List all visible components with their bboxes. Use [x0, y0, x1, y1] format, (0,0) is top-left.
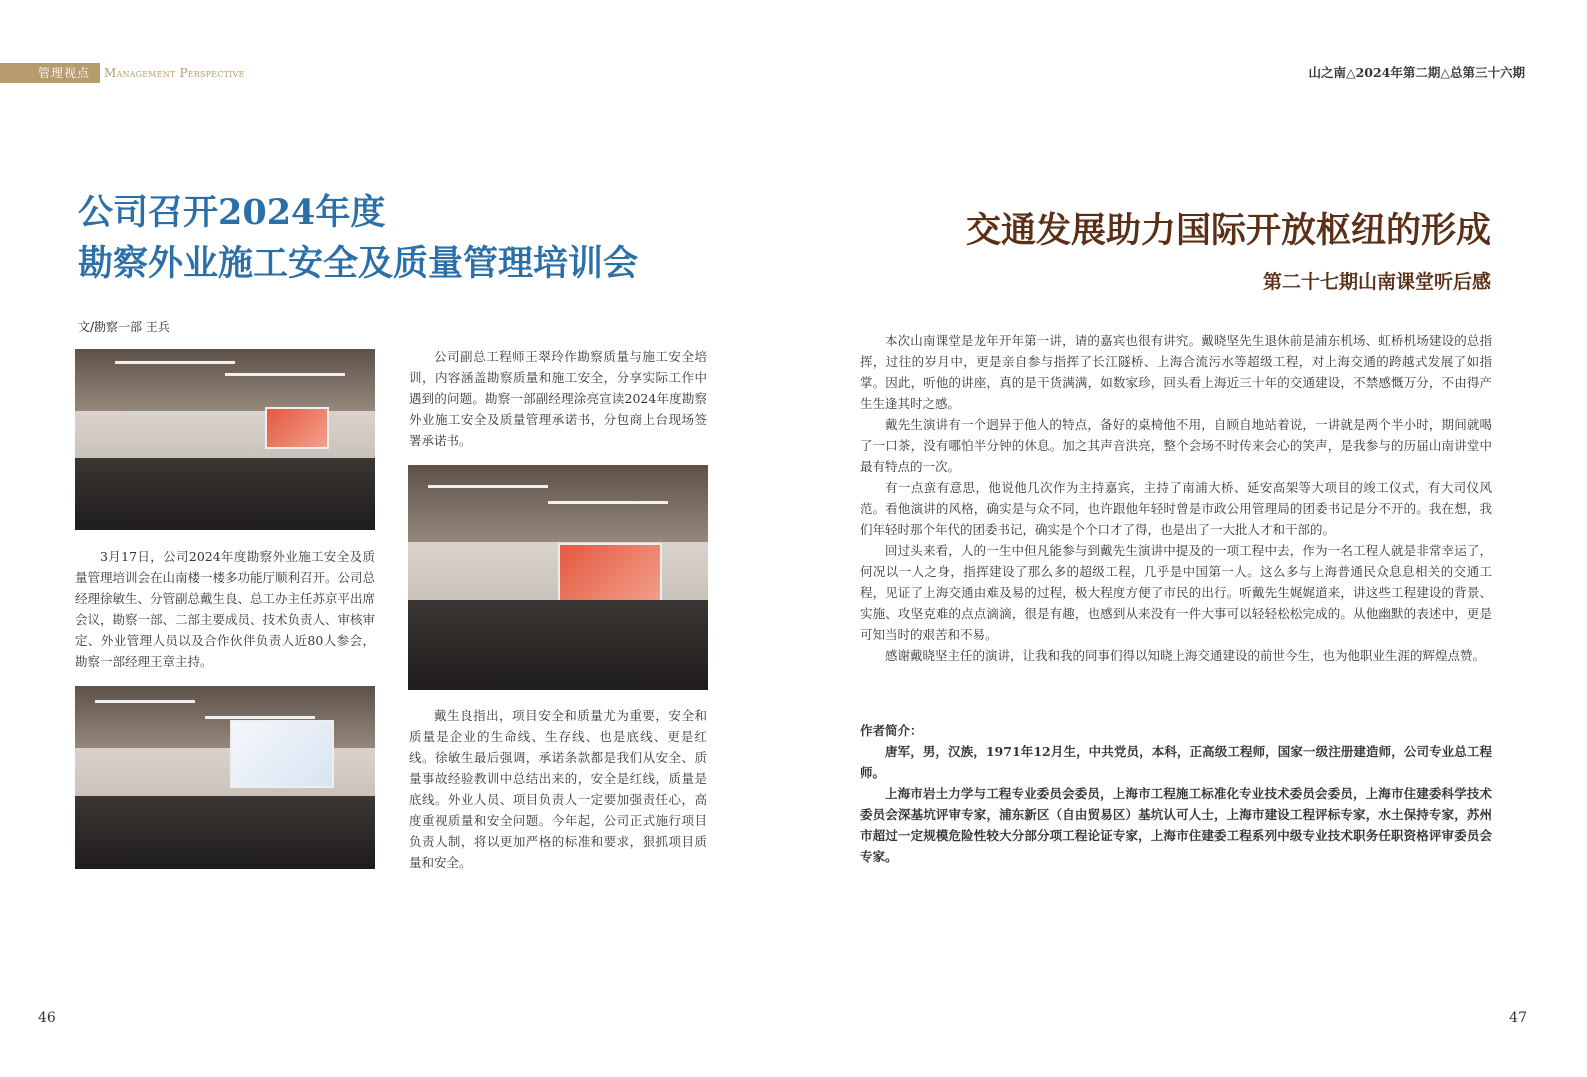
author-bio [860, 720, 1492, 867]
page-number-right: 47 [1509, 1010, 1527, 1026]
right-paragraph-1: 本次山南课堂是龙年开年第一讲，请的嘉宾也很有讲究。戴晓坚先生退休前是浦东机场、虹桥机场建设的总指挥，过往的岁月中，更是亲自参与指挥了长江隧桥、上海合流污水等超级工程，对上海交通的跨越式发展了如指掌。因此，听他的讲座，真的是干货满满，如数家珍，回头看上海近三十年的交通建设，不禁感慨万分，不由得产生生逢其时之感。 [860, 333, 1492, 411]
right-article-body [860, 330, 1492, 666]
left-title-line-2: 勘察外业施工安全及质量管理培训会 [78, 243, 639, 284]
bio-paragraph-1: 唐军，男，汉族，1971年12月生，中共党员，本科，正高级工程师，国家一级注册建造师，公司专业总工程师。 [860, 744, 1492, 780]
bio-label: 作者简介： [860, 723, 923, 738]
right-title: 交通发展助力国际开放枢纽的形成 [965, 210, 1491, 251]
meeting-photo-1 [75, 349, 375, 530]
right-paragraph-4: 回过头来看，人的一生中但凡能参与到戴先生演讲中提及的一项工程中去，作为一名工程人就是非常幸运了，何况以一人之身，指挥建设了那么多的超级工程，几乎是中国第一人。这么多与上海普通民众息息相关的交通工程，见证了上海交通由难及易的过程，极大程度方便了市民的出行。听戴先生娓娓道来，讲这些工程建设的背景、实施、攻坚克难的点点滴滴，很是有趣，也感到从来没有一件大事可以轻轻松松完成的。从他幽默的表述中，更是可知当时的艰苦和不易。 [860, 543, 1492, 642]
bio-paragraph-2: 上海市岩土力学与工程专业委员会委员，上海市工程施工标准化专业技术委员会委员，上海市住建委科学技术委员会深基坑评审专家，浦东新区（自由贸易区）基坑认可人士，上海市建设工程评标专家，水土保持专家，苏州市超过一定规模危险性较大分部分项工程论证专家，上海市住建委工程系列中级专业技术职务任职资格评审委员会专家。 [860, 786, 1492, 864]
right-paragraph-3: 有一点蛮有意思，他说他几次作为主持嘉宾，主持了南浦大桥、延安高架等大项目的竣工仪式，有大司仪风范。看他演讲的风格，确实是与众不同，也许跟他年轻时曾是市政公用管理局的团委书记是分不开的。我在想，我们年轻时那个年代的团委书记，确实是个个口才了得，也是出了一大批人才和干部的。 [860, 480, 1492, 537]
left-title-line-1: 公司召开2024年度 [78, 192, 386, 233]
page-number-left: 46 [38, 1010, 56, 1026]
issue-line: 山之南△2024年第二期△总第三十六期 [1308, 65, 1525, 80]
section-label: 管理视点 [38, 66, 91, 80]
meeting-photo-2 [408, 465, 708, 690]
left-paragraph-3: 戴生良指出，项目安全和质量尤为重要，安全和质量是企业的生命线、生存线、也是底线、更是红线。徐敏生最后强调，承诺条款都是我们从安全、质量事故经验教训中总结出来的，安全是红线，质量是底线。外业人员、项目负责人一定要加强责任心，高度重视质量和安全问题。今年起，公司正式施行项目负责人制，将以更加严格的标准和要求，狠抓项目质量和安全。 [409, 708, 707, 870]
left-paragraph-1: 3月17日，公司2024年度勘察外业施工安全及质量管理培训会在山南楼一楼多功能厅顺利召开。公司总经理徐敏生、分管副总戴生良、总工办主任苏京平出席会议，勘察一部、二部主要成员、技术负责人、审核审定、外业管理人员以及合作伙伴负责人近80人参会，勘察一部经理王章主持。 [75, 549, 376, 669]
right-paragraph-5: 感谢戴晓坚主任的演讲，让我和我的同事们得以知晓上海交通建设的前世今生，也为他职业生涯的辉煌点赞。 [885, 648, 1486, 663]
left-paragraph-2: 公司副总工程师王翠玲作勘察质量与施工安全培训，内容涵盖勘察质量和施工安全，分享实际工作中遇到的问题。勘察一部副经理涂亮宣读2024年度勘察外业施工安全及质量管理承诺书，分包商上台现场签署承诺书。 [409, 349, 707, 448]
byline: 文/勘察一部 王兵 [78, 320, 170, 334]
right-paragraph-2: 戴先生演讲有一个迥异于他人的特点，备好的桌椅他不用，自顾自地站着说，一讲就是两个半小时，期间就喝了一口茶，没有哪怕半分钟的休息。加之其声音洪亮，整个会场不时传来会心的笑声，是我参与的历届山南讲堂中最有特点的一次。 [860, 417, 1492, 474]
right-subtitle: 第二十七期山南课堂听后感 [1262, 271, 1491, 293]
meeting-photo-3 [75, 686, 375, 869]
section-label-english: Management Perspective [104, 66, 245, 80]
